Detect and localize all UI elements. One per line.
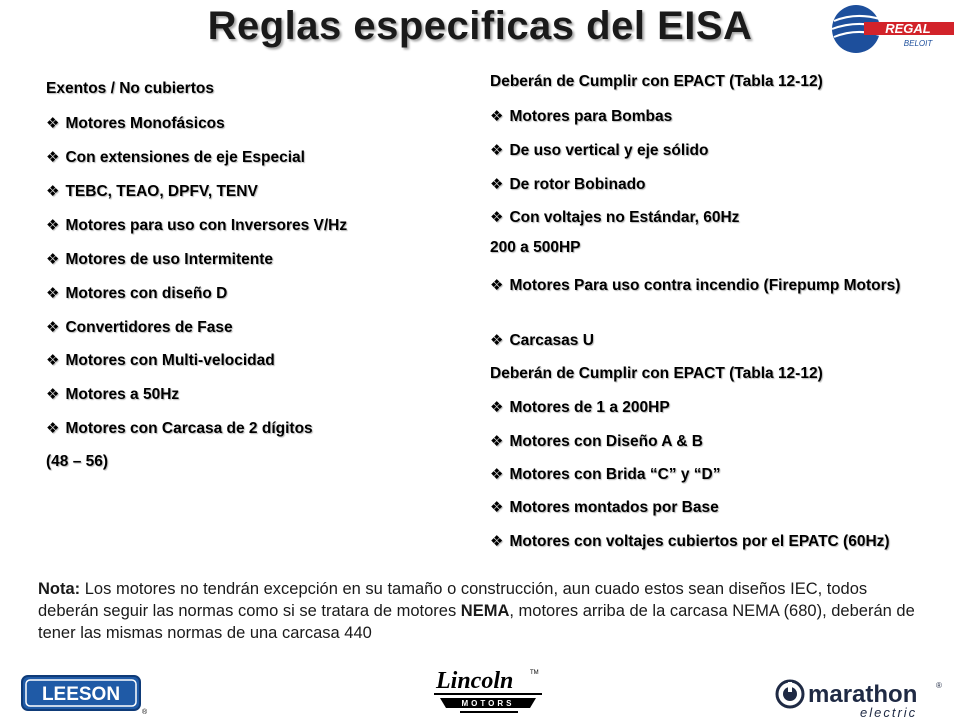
diamond-bullet-icon: ❖ bbox=[46, 319, 60, 336]
list-item: ❖ Con voltajes no Estándar, 60Hz bbox=[490, 209, 740, 226]
lincoln-motors-logo bbox=[430, 664, 548, 718]
page-title: Reglas especificas del EISA bbox=[207, 4, 753, 48]
diamond-bullet-icon: ❖ bbox=[46, 149, 60, 166]
list-item: ❖ Motores con diseño D bbox=[46, 285, 228, 302]
beloit-logo-text: BELOIT bbox=[903, 39, 933, 48]
list-item: ❖ Motores a 50Hz bbox=[46, 386, 180, 403]
epact-heading: Deberán de Cumplir con EPACT (Tabla 12-12) bbox=[490, 73, 823, 90]
svg-text:®: ® bbox=[142, 709, 148, 716]
diamond-bullet-icon: ❖ bbox=[490, 399, 504, 416]
lincoln-logo-text: Lincoln bbox=[436, 668, 514, 694]
list-item: ❖ Motores con Carcasa de 2 dígitos bbox=[46, 420, 313, 437]
list-item-continuation: (48 – 56) bbox=[46, 453, 109, 470]
regal-logo-text: REGAL bbox=[885, 21, 931, 36]
leeson-logo bbox=[20, 672, 148, 716]
list-item: ❖ De uso vertical y eje sólido bbox=[490, 142, 709, 159]
diamond-bullet-icon: ❖ bbox=[46, 420, 60, 437]
list-item: ❖ Motores de uso Intermitente bbox=[46, 251, 274, 268]
note-paragraph bbox=[38, 578, 918, 644]
list-item: ❖ Motores montados por Base bbox=[490, 499, 719, 516]
list-item: ❖ TEBC, TEAO, DPFV, TENV bbox=[46, 183, 258, 200]
svg-text:®: ® bbox=[936, 681, 942, 690]
diamond-bullet-icon: ❖ bbox=[490, 332, 504, 349]
list-item: ❖ Motores Para uso contra incendio (Firepump Motors) bbox=[490, 277, 901, 294]
note-label: Nota: bbox=[38, 580, 81, 598]
list-item: ❖ Carcasas U bbox=[490, 332, 594, 349]
regal-beloit-logo bbox=[818, 2, 958, 56]
diamond-bullet-icon: ❖ bbox=[490, 142, 504, 159]
motors-logo-text: MOTORS bbox=[461, 699, 515, 708]
diamond-bullet-icon: ❖ bbox=[490, 466, 504, 483]
note-text-part2: , motores arriba de la carcasa NEMA (680), deberán de tener las mismas normas de una carcasa 440 bbox=[38, 602, 915, 642]
marathon-electric-logo bbox=[774, 676, 946, 720]
diamond-bullet-icon: ❖ bbox=[46, 386, 60, 403]
list-item-continuation: 200 a 500HP bbox=[490, 239, 581, 256]
list-item: ❖ Motores para uso con Inversores V/Hz bbox=[46, 217, 348, 234]
electric-logo-text: electric bbox=[860, 705, 918, 720]
diamond-bullet-icon: ❖ bbox=[46, 115, 60, 132]
list-item: ❖ Motores de 1 a 200HP bbox=[490, 399, 670, 416]
diamond-bullet-icon: ❖ bbox=[490, 433, 504, 450]
leeson-logo-text: LEESON bbox=[41, 684, 121, 705]
svg-text:TM: TM bbox=[530, 670, 539, 676]
diamond-bullet-icon: ❖ bbox=[46, 217, 60, 234]
diamond-bullet-icon: ❖ bbox=[46, 285, 60, 302]
list-item: ❖ Motores para Bombas bbox=[490, 108, 673, 125]
note-text-part1: Los motores no tendrán excepción en su tamaño o construcción, aun cuado estos sean diseños IEC, todos deberán seguir las normas como si se tratara de motores bbox=[38, 580, 868, 620]
list-item: ❖ Motores con Diseño A & B bbox=[490, 433, 703, 450]
marathon-logo-text: marathon bbox=[808, 681, 918, 708]
epact-heading: Deberán de Cumplir con EPACT (Tabla 12-12) bbox=[490, 365, 823, 382]
diamond-bullet-icon: ❖ bbox=[490, 108, 504, 125]
diamond-bullet-icon: ❖ bbox=[490, 209, 504, 226]
diamond-bullet-icon: ❖ bbox=[490, 277, 504, 294]
diamond-bullet-icon: ❖ bbox=[490, 499, 504, 516]
diamond-bullet-icon: ❖ bbox=[46, 352, 60, 369]
diamond-bullet-icon: ❖ bbox=[46, 183, 60, 200]
list-item: ❖ De rotor Bobinado bbox=[490, 176, 646, 193]
diamond-bullet-icon: ❖ bbox=[46, 251, 60, 268]
list-item: ❖ Motores Monofásicos bbox=[46, 115, 225, 132]
list-item: ❖ Motores con Brida “C” y “D” bbox=[490, 466, 721, 483]
list-item: ❖ Convertidores de Fase bbox=[46, 319, 233, 336]
note-emphasis: NEMA bbox=[460, 602, 510, 620]
list-item: ❖ Motores con voltajes cubiertos por el EPATC (60Hz) bbox=[490, 533, 890, 550]
list-item: ❖ Con extensiones de eje Especial bbox=[46, 149, 305, 166]
diamond-bullet-icon: ❖ bbox=[490, 533, 504, 550]
list-item: ❖ Motores con Multi-velocidad bbox=[46, 352, 275, 369]
exempt-heading: Exentos / No cubiertos bbox=[46, 80, 214, 97]
diamond-bullet-icon: ❖ bbox=[490, 176, 504, 193]
